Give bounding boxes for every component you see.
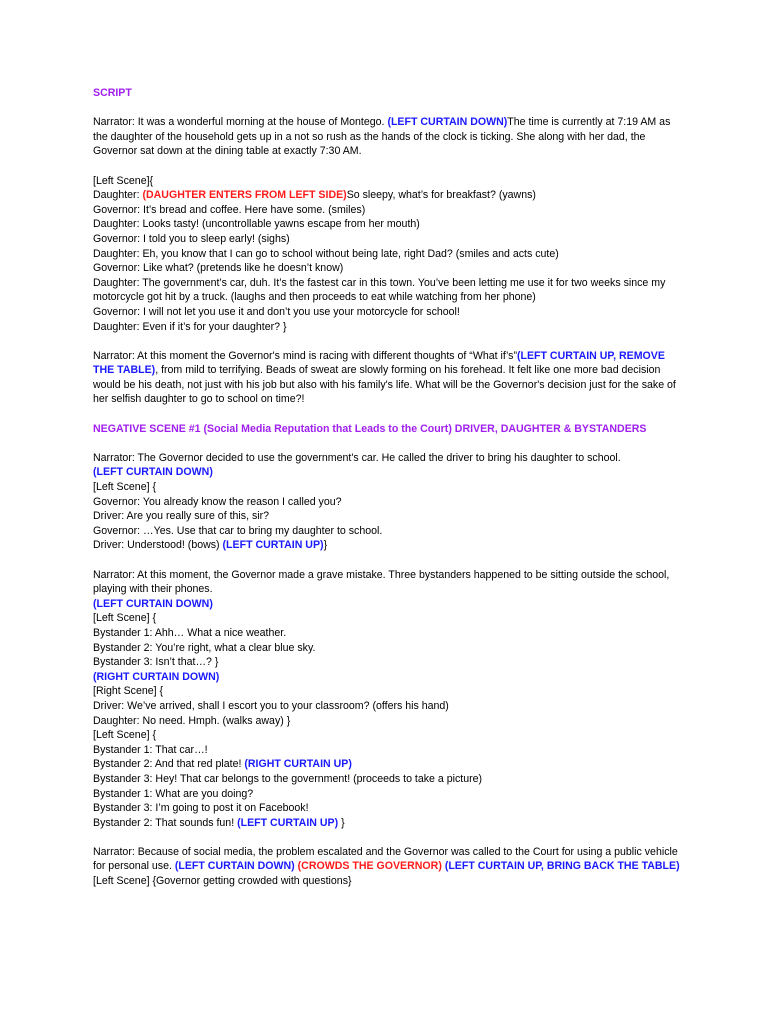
dialogue-text: Bystander 2: That sounds fun! <box>93 816 238 829</box>
script-line <box>93 670 683 685</box>
script-line <box>93 597 683 612</box>
script-line <box>93 305 683 320</box>
script-line <box>93 655 683 670</box>
stage-cue: (RIGHT CURTAIN UP) <box>244 758 352 771</box>
dialogue-text: } <box>323 539 328 552</box>
dialogue-text: Governor: You already know the reason I called you? <box>93 495 342 508</box>
script-line <box>93 247 683 262</box>
script-line <box>93 232 683 247</box>
paragraph-gap <box>93 159 683 174</box>
script-line <box>93 626 683 641</box>
dialogue-text: Governor: I will not let you use it and don’t you use your motorcycle for school! <box>93 305 460 318</box>
dialogue-text: [Left Scene] { <box>93 729 157 742</box>
script-line <box>93 203 683 218</box>
script-line <box>93 495 683 510</box>
script-line <box>93 641 683 656</box>
dialogue-text: Governor: …Yes. Use that car to bring my daughter to school. <box>93 524 383 537</box>
paragraph-gap <box>93 830 683 845</box>
stage-cue: (LEFT CURTAIN DOWN) <box>93 597 213 610</box>
script-line <box>93 611 683 626</box>
script-line <box>93 217 683 232</box>
dialogue-text: Bystander 3: Hey! That car belongs to the government! (proceeds to take a picture) <box>93 772 483 785</box>
stage-cue: (RIGHT CURTAIN DOWN) <box>93 670 220 683</box>
action-cue: (CROWDS THE GOVERNOR) <box>297 860 442 873</box>
script-line <box>93 801 683 816</box>
dialogue-text: Daughter: Even if it’s for your daughter? } <box>93 320 287 333</box>
script-line <box>93 465 683 480</box>
heading-text: NEGATIVE SCENE #1 (Social Media Reputation that Leads to the Court) DRIVER, DAUGHTER & BYSTANDERS <box>93 422 647 435</box>
script-line <box>93 261 683 276</box>
dialogue-text: Bystander 2: And that red plate! <box>93 758 245 771</box>
script-line <box>93 699 683 714</box>
dialogue-text: , from mild to terrifying. Beads of sweat are slowly forming on his forehead. It felt like one more bad decision would be his death, not just with his job but also with his family's life. What will be the Governor's decision just for the sake of her selfish daughter to go to school on time?! <box>93 364 676 406</box>
paragraph-gap <box>93 553 683 568</box>
script-line <box>93 538 683 553</box>
dialogue-text: Driver: We’ve arrived, shall I escort you to your classroom? (offers his hand) <box>93 699 449 712</box>
stage-cue: (LEFT CURTAIN UP) <box>237 816 339 829</box>
script-line <box>93 743 683 758</box>
dialogue-text: Bystander 1: What are you doing? <box>93 787 254 800</box>
script-line <box>93 320 683 335</box>
dialogue-text: [Left Scene]{ <box>93 174 154 187</box>
dialogue-text: Narrator: Because of social media, the problem escalated and the Governor was called to the Court for using a public vehicle for personal use. <box>93 845 678 873</box>
script-line <box>93 772 683 787</box>
script-line <box>93 787 683 802</box>
dialogue-text: The time is currently at 7:19 AM as the daughter of the household gets up in a not so rush as the hands of the clock is ticking. She along with her dad, the Governor sat down at the dining table at exactly 7:30 AM. <box>93 116 671 158</box>
dialogue-text: Bystander 1: That car…! <box>93 743 208 756</box>
dialogue-text: Narrator: It was a wonderful morning at the house of Montego. <box>93 116 388 129</box>
dialogue-text: } <box>338 816 345 829</box>
dialogue-text: Daughter: The government’s car, duh. It’s the fastest car in this town. You’ve been letting me use it for two weeks since my motorcycle got hit by a truck. (laughs and then proceeds to eat while watching from her phone) <box>93 276 666 304</box>
dialogue-text: Narrator: The Governor decided to use the government's car. He called the driver to bring his daughter to school. <box>93 451 621 464</box>
stage-cue: (LEFT CURTAIN DOWN) <box>387 116 508 129</box>
dialogue-text: Narrator: At this moment the Governor's mind is racing with different thoughts of “What if’s” <box>93 349 517 362</box>
dialogue-text: [Left Scene] { <box>93 481 157 494</box>
section-heading <box>93 422 683 437</box>
script-line <box>93 757 683 772</box>
dialogue-text: Governor: It’s bread and coffee. Here have some. (smiles) <box>93 203 366 216</box>
dialogue-text: Narrator: At this moment, the Governor made a grave mistake. Three bystanders happened to be sitting outside the school, playing with their phones. <box>93 568 670 596</box>
script-line <box>93 684 683 699</box>
dialogue-text: Driver: Understood! (bows) <box>93 539 223 552</box>
script-document <box>93 86 683 889</box>
dialogue-text: So sleepy, what’s for breakfast? (yawns) <box>346 189 536 202</box>
script-line <box>93 188 683 203</box>
paragraph-gap <box>93 101 683 116</box>
paragraph-gap <box>93 407 683 422</box>
dialogue-text: Daughter: No need. Hmph. (walks away) } <box>93 714 291 727</box>
dialogue-text: Bystander 2: You’re right, what a clear blue sky. <box>93 641 316 654</box>
dialogue-text: [Left Scene] { <box>93 612 157 625</box>
dialogue-text: Driver: Are you really sure of this, sir? <box>93 510 270 523</box>
script-line <box>93 174 683 189</box>
script-line <box>93 728 683 743</box>
dialogue-text: Bystander 3: I’m going to post it on Facebook! <box>93 802 309 815</box>
dialogue-text: Bystander 3: Isn’t that…? } <box>93 656 219 669</box>
script-line <box>93 451 683 466</box>
stage-cue: (LEFT CURTAIN UP, BRING BACK THE TABLE) <box>444 860 680 873</box>
script-line <box>93 276 683 305</box>
script-line <box>93 349 683 407</box>
script-line <box>93 845 683 874</box>
dialogue-text: Governor: Like what? (pretends like he doesn’t know) <box>93 262 344 275</box>
script-line <box>93 509 683 524</box>
dialogue-text: Daughter: <box>93 189 143 202</box>
action-cue: (DAUGHTER ENTERS FROM LEFT SIDE) <box>142 189 347 202</box>
script-line <box>93 568 683 597</box>
section-heading <box>93 86 683 101</box>
script-line <box>93 480 683 495</box>
stage-cue: (LEFT CURTAIN UP) <box>222 539 324 552</box>
script-line <box>93 874 683 889</box>
stage-cue: (LEFT CURTAIN UP, REMOVE THE TABLE) <box>93 349 665 377</box>
script-line <box>93 816 683 831</box>
dialogue-text: Daughter: Eh, you know that I can go to school without being late, right Dad? (smiles and acts cute) <box>93 247 559 260</box>
dialogue-text: Bystander 1: Ahh… What a nice weather. <box>93 626 287 639</box>
script-line <box>93 714 683 729</box>
script-line <box>93 524 683 539</box>
paragraph-gap <box>93 334 683 349</box>
dialogue-text: [Left Scene] {Governor getting crowded with questions} <box>93 875 352 888</box>
stage-cue: (LEFT CURTAIN DOWN) <box>93 466 213 479</box>
heading-text: SCRIPT <box>93 87 132 99</box>
dialogue-text: Daughter: Looks tasty! (uncontrollable yawns escape from her mouth) <box>93 218 420 231</box>
dialogue-text: [Right Scene] { <box>93 685 164 698</box>
dialogue-text: Governor: I told you to sleep early! (sighs) <box>93 232 290 245</box>
paragraph-gap <box>93 436 683 451</box>
script-line <box>93 115 683 159</box>
stage-cue: (LEFT CURTAIN DOWN) <box>174 860 295 873</box>
